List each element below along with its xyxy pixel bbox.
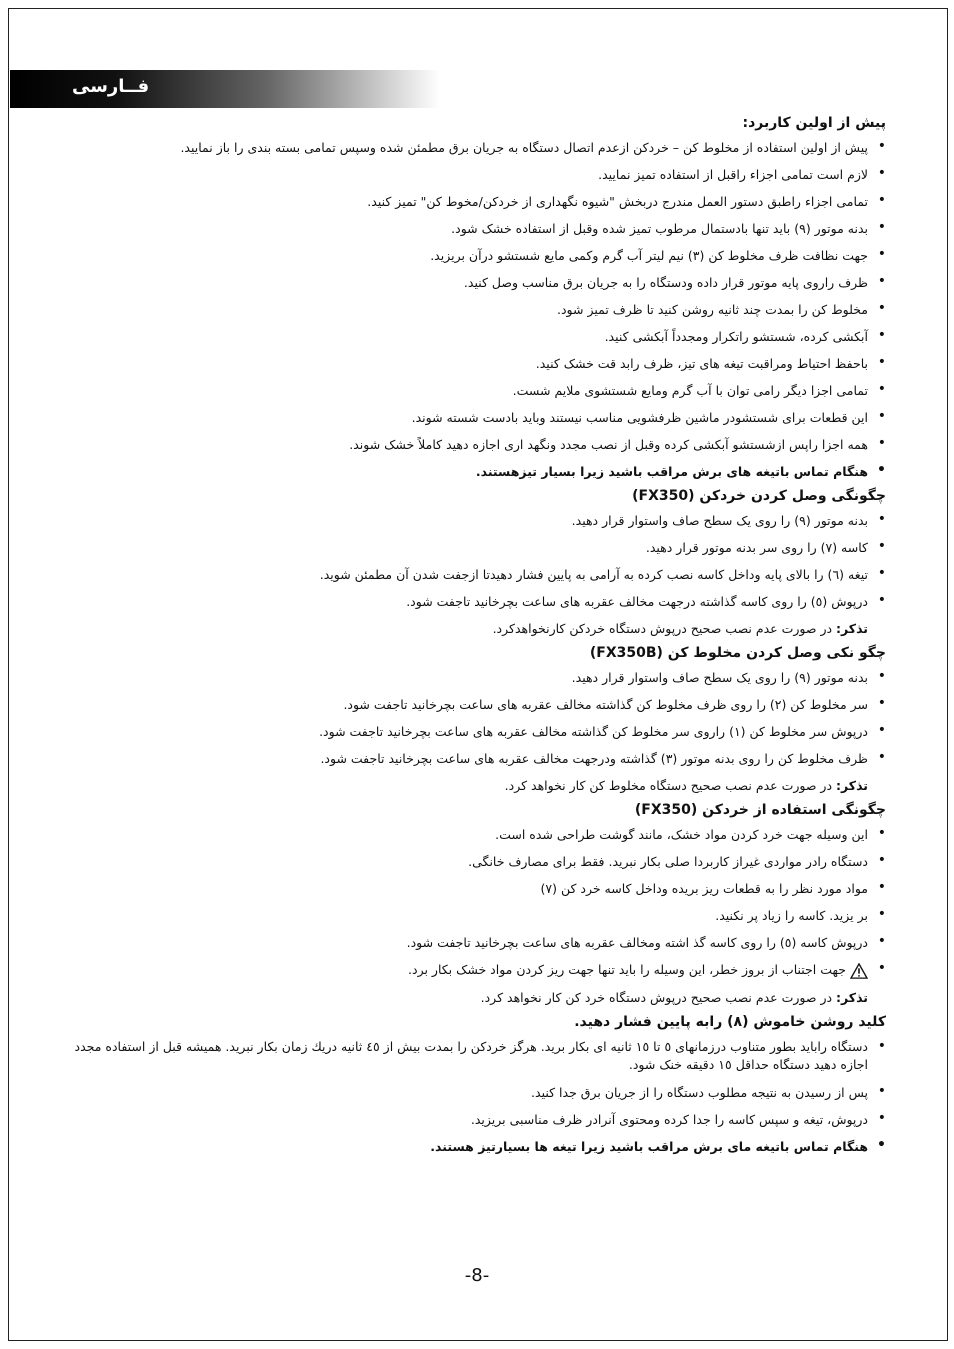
list-item: • ظرف راروی پایه موتور قرار داده ودستگاه را به جریان برق مناسب وصل کنید. xyxy=(60,269,886,296)
caution-text: جهت اجتناب از بروز خطر، این وسیله را باید تنها جهت ریز کردن مواد خشک بکار برد. xyxy=(408,962,846,977)
list-item: • باحفظ احتیاط ومراقبت تیغه های تیز، ظرف رابد قت خشک کنید. xyxy=(60,350,886,377)
note xyxy=(60,615,886,642)
list-item: • تمامی اجزاء راطبق دستور العمل مندرج دربخش "شیوه نگهداری از خردکن/مخوط کن" تمیز کنید. xyxy=(60,188,886,215)
section-heading-chopper-assembly: چگونگی وصل کردن خردکن (FX350) xyxy=(632,488,886,504)
list-item: • بدنه موتور (۹) را روی یک سطح صاف واستوار قرار دهید. xyxy=(60,507,886,534)
list-item: • لازم است تمامی اجزاء راقبل از استفاده تمیز نمایید. xyxy=(60,161,886,188)
list-item: • درپوش کاسه (٥) را روی کاسه گذ اشته ومخالف عقربه های ساعت بچرخانید تاجفت شود. xyxy=(60,929,886,956)
list-item: • سر مخلوط کن (۲) را روی ظرف مخلوط کن گذاشته مخالف عقربه های ساعت بچرخانید تاجفت شود. xyxy=(60,691,886,718)
note-label: تذکر: xyxy=(836,621,868,636)
note-label: تذکر: xyxy=(836,989,868,1005)
list-item: • ظرف مخلوط کن را روی بدنه موتور (۳) گذاشته ودرجهت مخالف عقربه های ساعت بچرخانید تاجفت شود. xyxy=(60,745,886,772)
list-item: • مواد مورد نظر را به قطعات ریز بریده وداخل کاسه خرد کن (۷) xyxy=(60,875,886,902)
note-text: در صورت عدم نصب صحیح دستگاه مخلوط کن کار نخواهد کرد. xyxy=(504,778,833,793)
list-item: • دستگاه رادر مواردی غیراز کاربردا صلی بکار نبرید. فقط برای مصارف خانگی. xyxy=(60,848,886,875)
list-item: • کاسه (۷) را روی سر بدنه موتور قرار دهید. xyxy=(60,534,886,561)
section-heading-blender-assembly: چگو نکی وصل کردن مخلوط کن (FX350B) xyxy=(589,645,886,661)
section-heading-chopper-usage: چگونگی استفاده از خردکن (FX350) xyxy=(634,802,886,818)
note-text: در صورت عدم نصب صحیح درپوش دستگاه خردکن کارنخواهدکرد. xyxy=(492,621,833,636)
list-item: • پیش از اولین استفاده از مخلوط کن – خردکن ازعدم اتصال دستگاه به جریان برق مطمئن شده وسپس تمامی بسته بندی را باز نمایید. xyxy=(60,134,886,161)
list-item: • آبکشی کرده، شستشو راتکرار ومجدداً آبکشی کنید. xyxy=(60,323,886,350)
blade-warning: • هنگام تماس باتیغه مای برش مراقب باشید زیرا تیغه ها بسیارتیز هستند. xyxy=(60,1133,886,1160)
list-item: • بر یزید. کاسه را زیاد پر نکنید. xyxy=(60,902,886,929)
list-item: • این وسیله جهت خرد کردن مواد خشک، مانند گوشت طراحی شده است. xyxy=(60,821,886,848)
list-item: • پس از رسیدن به نتیجه مطلوب دستگاه را از جریان برق جدا کنید. xyxy=(60,1079,886,1106)
manual-content xyxy=(60,112,886,1160)
blade-warning: • هنگام تماس باتیغه های برش مراقب باشید زیرا بسیار تیزهستند. xyxy=(60,458,886,485)
list-item: • تیغه (٦) را بالای پایه وداخل کاسه نصب کرده به آرامی به پایین فشار دهیدتا ازجفت شدن آن مطمئن شوید. xyxy=(60,561,886,588)
list-item: • جهت نظافت ظرف مخلوط کن (۳) نیم لیتر آب گرم وکمی مایع شستشو درآن بریزید. xyxy=(60,242,886,269)
caution-item xyxy=(60,956,886,984)
list-item: • تمامی اجزا دیگر رامی توان با آب گرم ومایع شستشوی ملایم شست. xyxy=(60,377,886,404)
list-item: • بدنه موتور (۹) باید تنها بادستمال مرطوب تمیز شده وقبل از استفاده خشک شود. xyxy=(60,215,886,242)
page-number: -8- xyxy=(464,1265,490,1286)
list-item: • مخلوط کن را بمدت چند ثانیه روشن کنید تا ظرف تمیز شود. xyxy=(60,296,886,323)
note-label: تذکر: xyxy=(836,778,868,793)
list-item: • دستگاه رابايد بطور متناوب درزمانهای ٥ تا ١٥ ثانيه ای بكار بريد. هرگز خردكن را بمدت بيش از ٤٥ ثانيه دريك زمان بكار نبريد. همیشه قبل از استفاده مجدد اجازه دهید دستگاه حداقل ١٥ دقیقه خنک شود. xyxy=(60,1033,886,1079)
note-text: در صورت عدم نصب صحیح درپوش دستگاه خرد کن کار نخواهد کرد. xyxy=(480,989,833,1005)
list-item: • درپوش سر مخلوط کن (۱) راروی سر مخلوط کن گذاشته مخالف عقربه های ساعت بچرخانید تاجفت شود. xyxy=(60,718,886,745)
list-item: • این قطعات برای شستشودر ماشین ظرفشویی مناسب نیستند وباید بادست شسته شوند. xyxy=(60,404,886,431)
note xyxy=(60,984,886,1011)
section-heading-power-switch: کلید روشن خاموش (۸) رابه پایین فشار دهید. xyxy=(574,1013,886,1030)
list-item: • بدنه موتور (۹) را روی یک سطح صاف واستوار قرار دهید. xyxy=(60,664,886,691)
warning-triangle-icon xyxy=(850,963,868,979)
list-item: • درپوش، تیغه و سپس کاسه را جدا کرده ومحتوی آنرادر ظرف مناسبی بریزید. xyxy=(60,1106,886,1133)
section-heading-before-first-use: پیش از اولین کاربرد: xyxy=(742,115,886,131)
note xyxy=(60,772,886,799)
language-label: فــارسی xyxy=(72,76,150,97)
list-item: • همه اجزا راپس ازشستشو آبکشی کرده وقبل از نصب مجدد ونگهد اری اجازه دهید کاملاً خشک شوند. xyxy=(60,431,886,458)
list-item: • درپوش (٥) را روی کاسه گذاشته درجهت مخالف عقربه های ساعت بچرخانید تاجفت شود. xyxy=(60,588,886,615)
